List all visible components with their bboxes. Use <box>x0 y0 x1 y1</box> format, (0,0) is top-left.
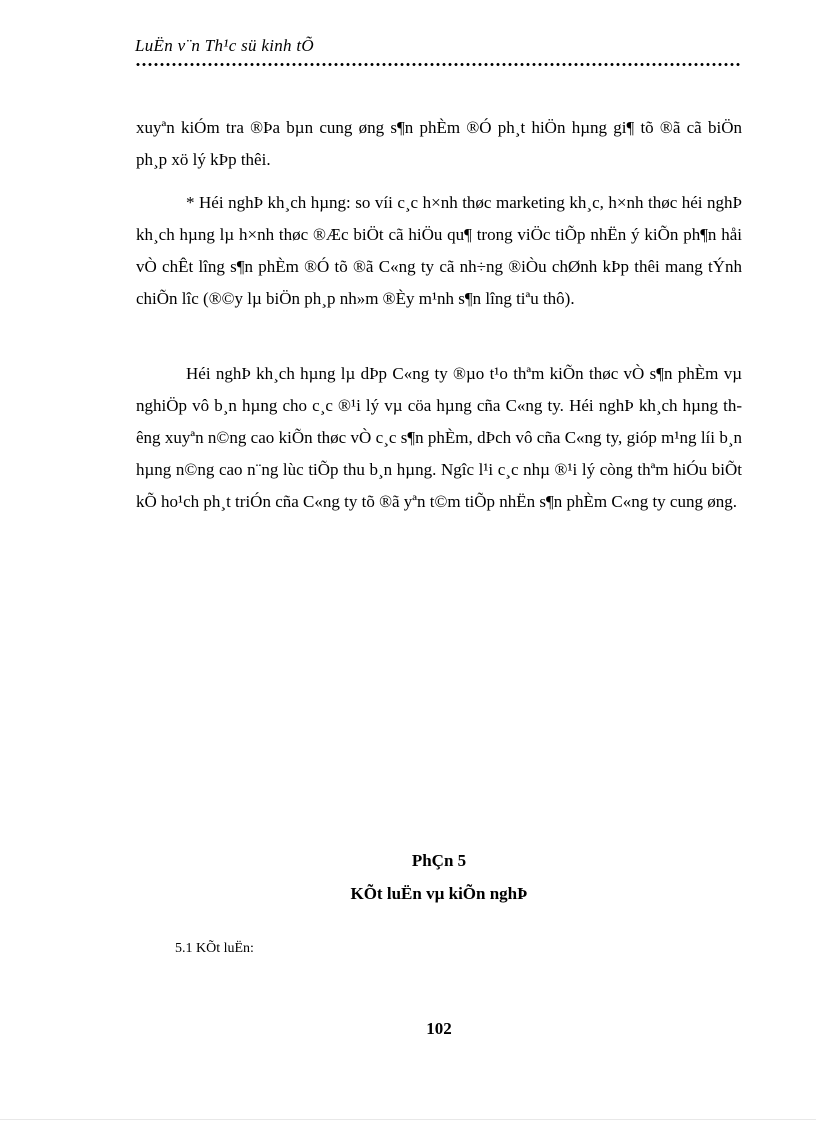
header-dotted-rule <box>135 62 741 67</box>
body-paragraph-2: * Héi nghÞ kh¸ch hµng: so víi c¸c h×nh thøc marketing kh¸c, h×nh thøc héi nghÞ kh¸ch hµng lµ h×nh thøc ®Æc biÖt cã hiÖu qu¶ trong viÖc tiÕp nhËn ý kiÕn ph¶n håi vÒ chÊt lîng s¶n phÈm ®Ó tõ ®ã C«ng ty cã nh÷ng ®iÒu chØnh kÞp thêi mang tÝnh chiÕn lîc (®©y lµ biÖn ph¸p nh»m ®Èy m¹nh s¶n lîng tiªu thô). <box>136 193 742 308</box>
part-title: KÕt luËn vµ kiÕn nghÞ <box>350 884 528 903</box>
subsection-heading: 5.1 KÕt luËn: <box>175 941 254 956</box>
body-paragraph-1: xuyªn kiÓm tra ®Þa bµn cung øng s¶n phÈm ®Ó ph¸t hiÖn hµng gi¶ tõ ®ã cã biÖn ph¸p xö lý kÞp thêi. <box>136 118 742 169</box>
body-paragraph-3: Héi nghÞ kh¸ch hµng lµ dÞp C«ng ty ®µo t¹o thªm kiÕn thøc vÒ s¶n phÈm vµ nghiÖp vô b¸n hµng cho c¸c ®¹i lý vµ cöa hµng cña C«ng ty. Héi nghÞ kh¸ch hµng thêng xuyªn n©ng cao kiÕn thøc vÒ c¸c s¶n phÈm, dÞch vô cña C«ng ty, gióp m¹ng líi b¸n hµng n©ng cao n¨ng lùc tiÕp thu b¸n hµng. Ngîc l¹i c¸c nhµ ®¹i lý còng thªm hiÓu biÕt kÕ ho¹ch ph¸t triÓn cña C«ng ty tõ ®ã yªn t©m tiÕp nhËn s¶n phÈm C«ng ty cung øng. <box>136 364 742 511</box>
running-header: LuËn v¨n Th¹c sü kinh tÕ <box>135 36 314 55</box>
part-label: PhÇn 5 <box>411 851 467 870</box>
page-bottom-edge <box>0 1119 816 1120</box>
page-number: 102 <box>426 1019 452 1038</box>
